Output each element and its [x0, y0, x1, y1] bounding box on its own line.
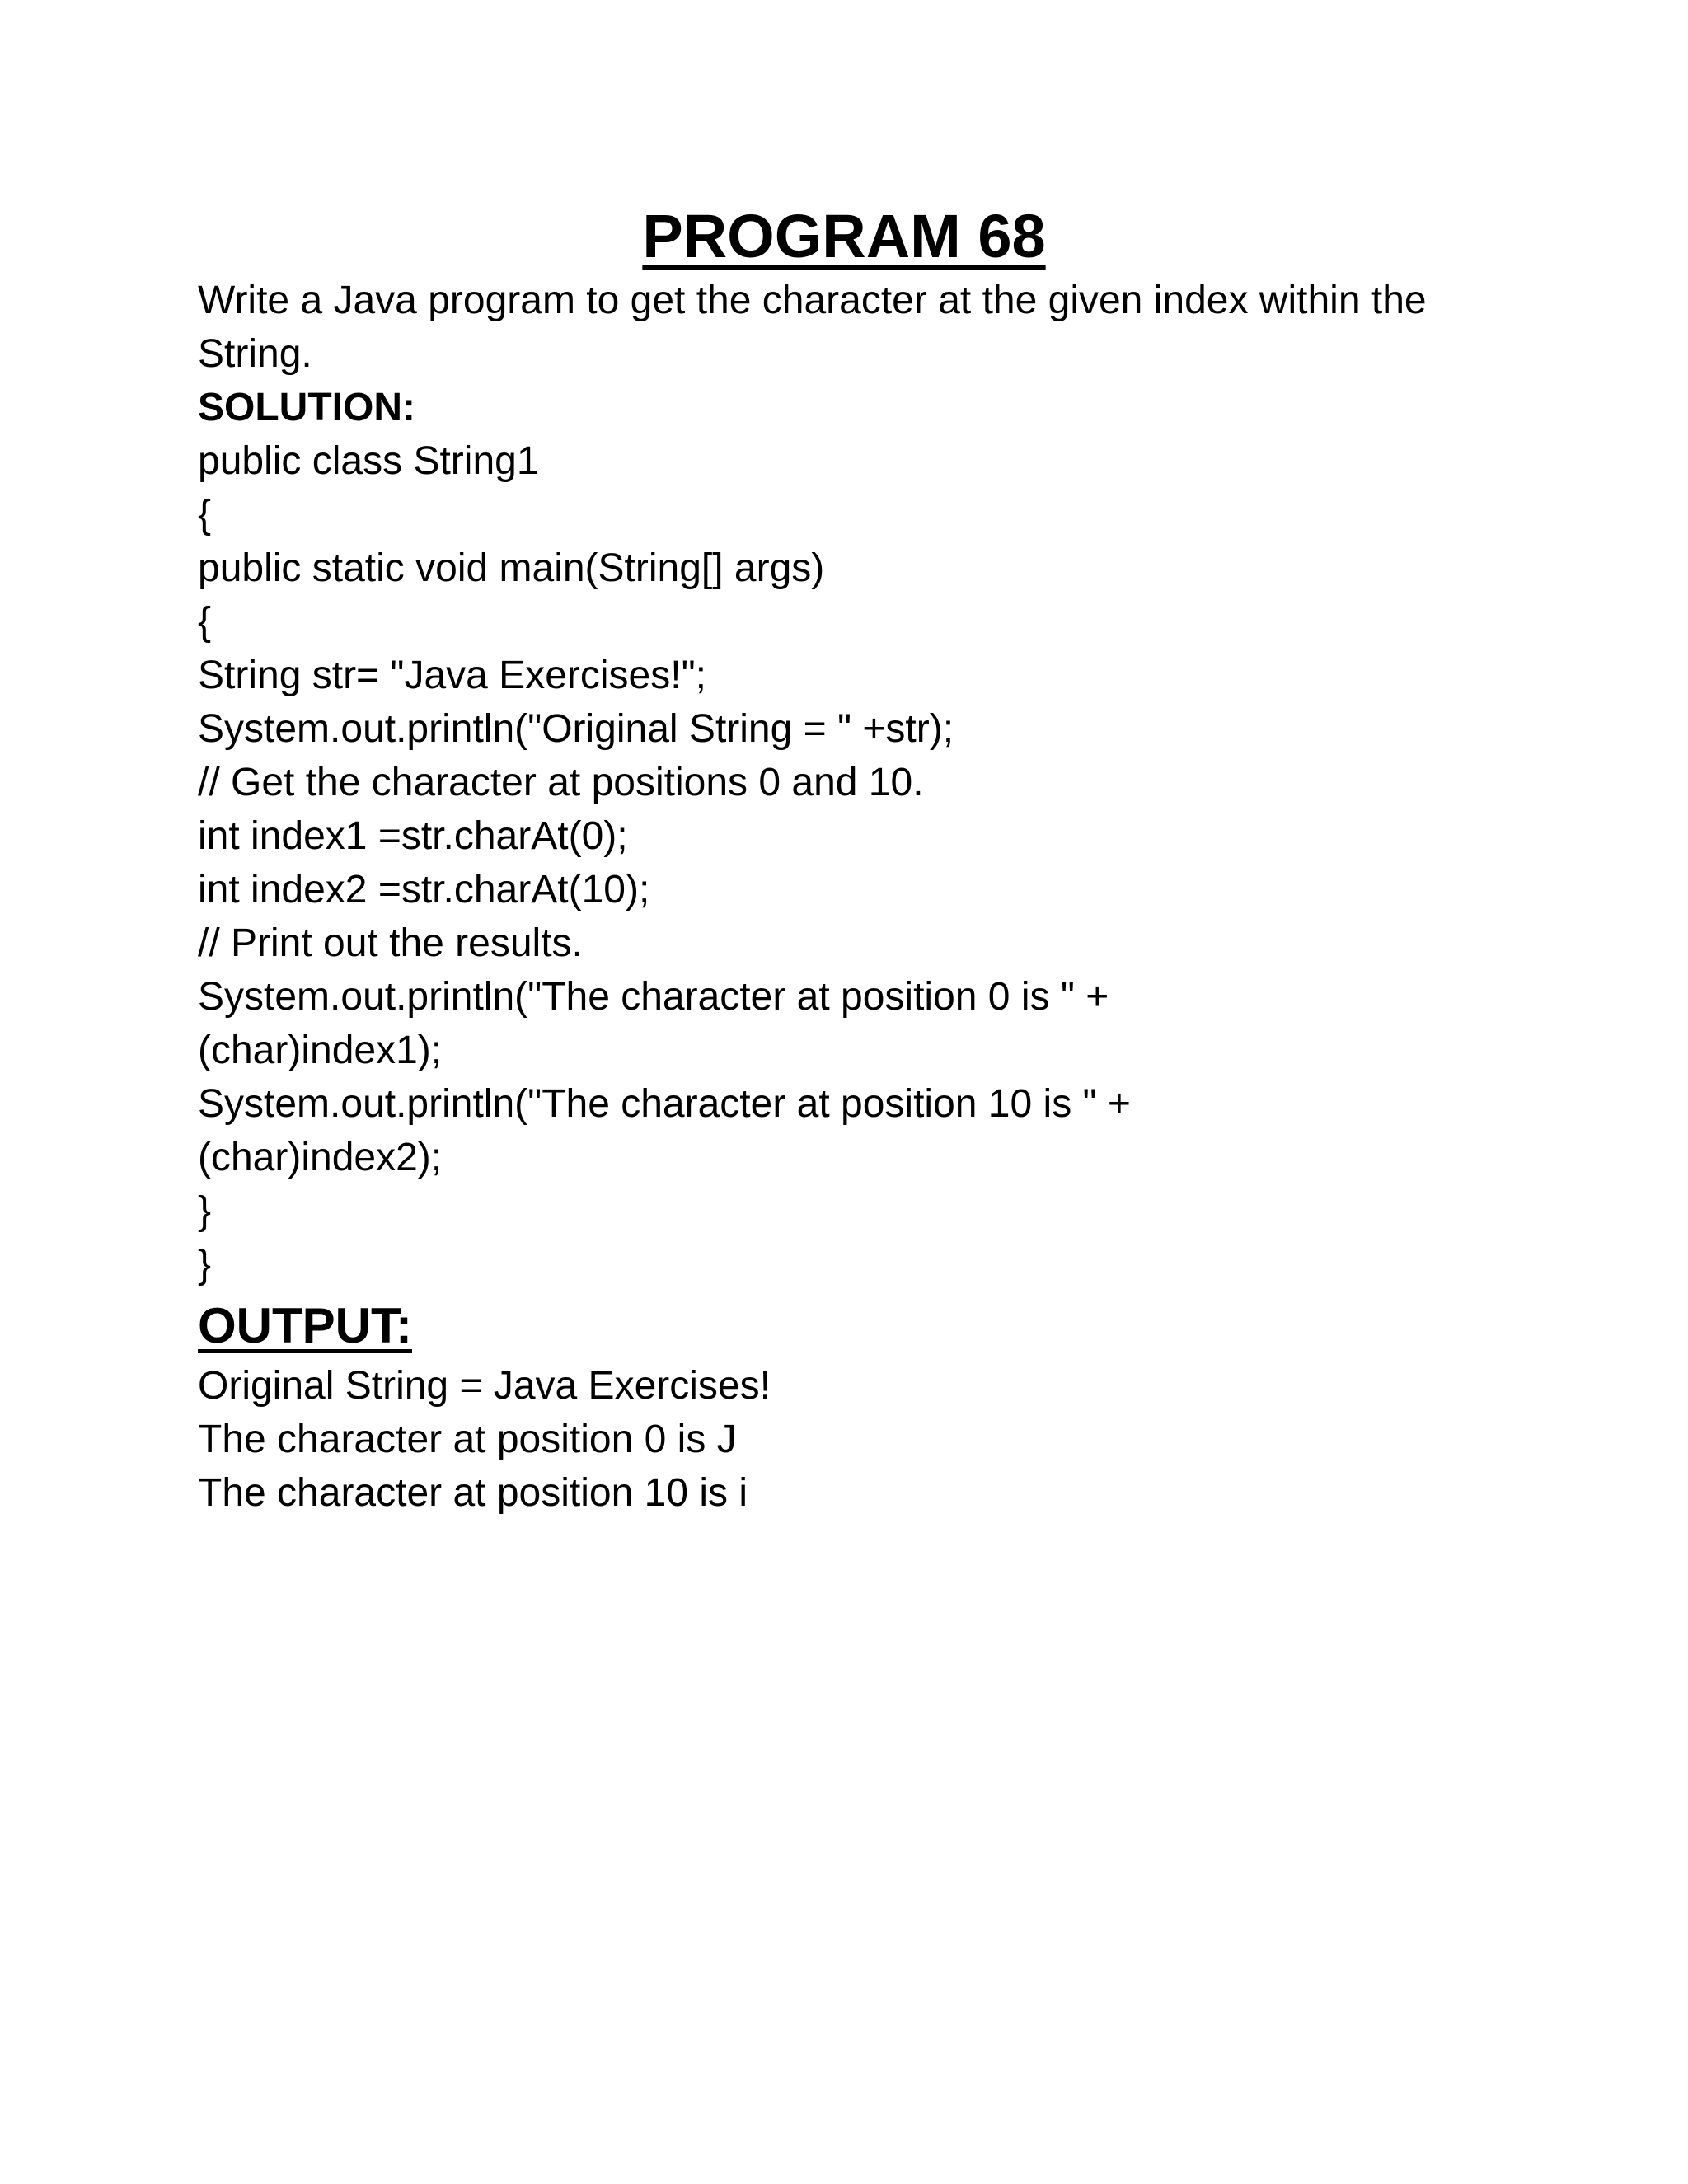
code-line: {	[198, 600, 212, 644]
document-body	[198, 274, 1517, 1520]
output-line: Original String = Java Exercises!	[198, 1364, 771, 1408]
code-line: String str= "Java Exercises!";	[198, 654, 706, 697]
code-line: (char)index1);	[198, 1029, 443, 1072]
code-block	[198, 434, 1517, 1291]
code-line: int index1 =str.charAt(0);	[198, 814, 628, 858]
question-text: Write a Java program to get the character at the given index within the String.	[198, 279, 1427, 376]
program-title: PROGRAM 68	[642, 202, 1046, 270]
code-line: System.out.println("The character at position 0 is " +	[198, 975, 1109, 1019]
code-line: public class String1	[198, 439, 539, 483]
code-line: // Get the character at positions 0 and 10.	[198, 761, 924, 804]
code-line: public static void main(String[] args)	[198, 546, 825, 590]
code-line: System.out.println("Original String = " +str);	[198, 707, 954, 751]
output-block	[198, 1359, 1517, 1520]
solution-heading: SOLUTION:	[198, 386, 415, 429]
output-line: The character at position 0 is J	[198, 1418, 737, 1461]
code-line: // Print out the results.	[198, 921, 583, 965]
code-line: }	[198, 1189, 212, 1233]
code-line: int index2 =str.charAt(10);	[198, 868, 650, 912]
output-line: The character at position 10 is i	[198, 1471, 748, 1515]
page-title	[0, 199, 1688, 274]
code-line: }	[198, 1243, 212, 1286]
output-heading: OUTPUT:	[198, 1298, 412, 1353]
code-line: (char)index2);	[198, 1136, 443, 1179]
code-line: System.out.println("The character at position 10 is " +	[198, 1082, 1131, 1126]
code-line: {	[198, 493, 212, 537]
